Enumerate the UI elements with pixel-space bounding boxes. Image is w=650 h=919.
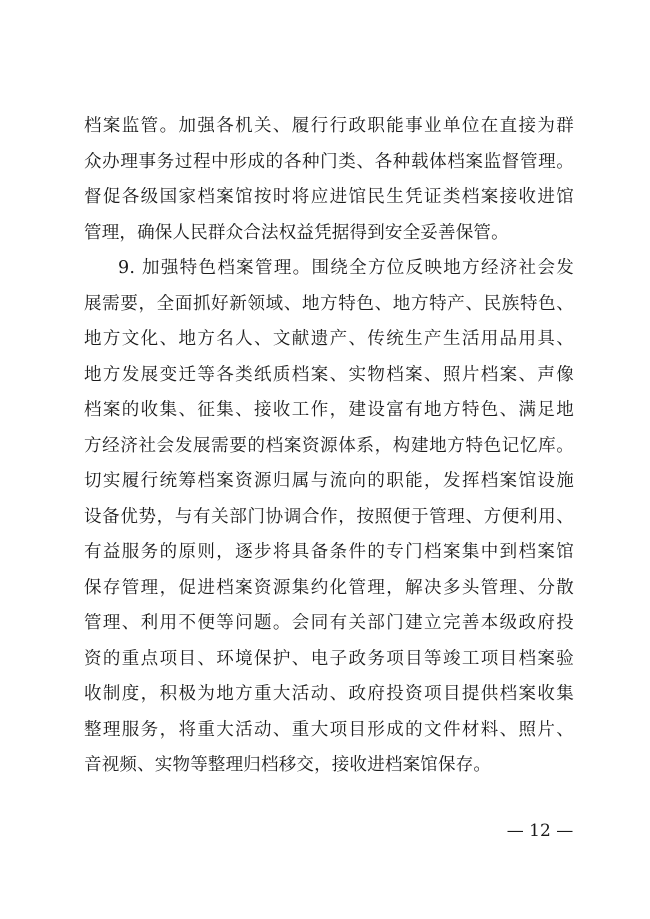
text-line: 管理、利用不便等问题。会同有关部门建立完善本级政府投 <box>84 613 574 633</box>
section-heading-line: 9. 加强特色档案管理。围绕全方位反映地方经济社会发 <box>118 258 574 278</box>
text-line: 展需要，全面抓好新领域、地方特色、地方特产、民族特色、 <box>84 293 574 314</box>
text-line: 档案的收集、征集、接收工作，建设富有地方特色、满足地 <box>84 400 574 420</box>
text-line: 有益服务的原则，逐步将具备条件的专门档案集中到档案馆 <box>84 542 574 562</box>
text-line: 地方发展变迁等各类纸质档案、实物档案、照片档案、声像 <box>84 364 574 385</box>
text-line: 收制度，积极为地方重大活动、政府投资项目提供档案收集 <box>84 684 574 704</box>
text-line: 整理服务，将重大活动、重大项目形成的文件材料、照片、 <box>84 719 574 740</box>
text-line: 切实履行统筹档案资源归属与流向的职能，发挥档案馆设施 <box>84 471 574 491</box>
text-line: 设备优势，与有关部门协调合作，按照便于管理、方便利用、 <box>84 506 574 527</box>
text-line: 方经济社会发展需要的档案资源体系，构建地方特色记忆库。 <box>84 435 574 456</box>
text-line: 保存管理，促进档案资源集约化管理，解决多头管理、分散 <box>84 577 574 598</box>
text-line: 音视频、实物等整理归档移交，接收进档案馆保存。 <box>84 755 492 775</box>
text-line: 管理，确保人民群众合法权益凭据得到安全妥善保管。 <box>84 222 509 243</box>
text-line: 地方文化、地方名人、文献遗产、传统生产生活用品用具、 <box>84 329 574 349</box>
text-line: 资的重点项目、环境保护、电子政务项目等竣工项目档案验 <box>84 648 574 669</box>
text-line: 众办理事务过程中形成的各种门类、各种载体档案监督管理。 <box>84 151 574 172</box>
text-line: 督促各级国家档案馆按时将应进馆民生凭证类档案接收进馆 <box>84 187 574 207</box>
body-text <box>84 109 574 784</box>
text-line: 档案监管。加强各机关、履行行政职能事业单位在直接为群 <box>84 116 574 136</box>
page-number: — 12 — <box>506 821 574 841</box>
